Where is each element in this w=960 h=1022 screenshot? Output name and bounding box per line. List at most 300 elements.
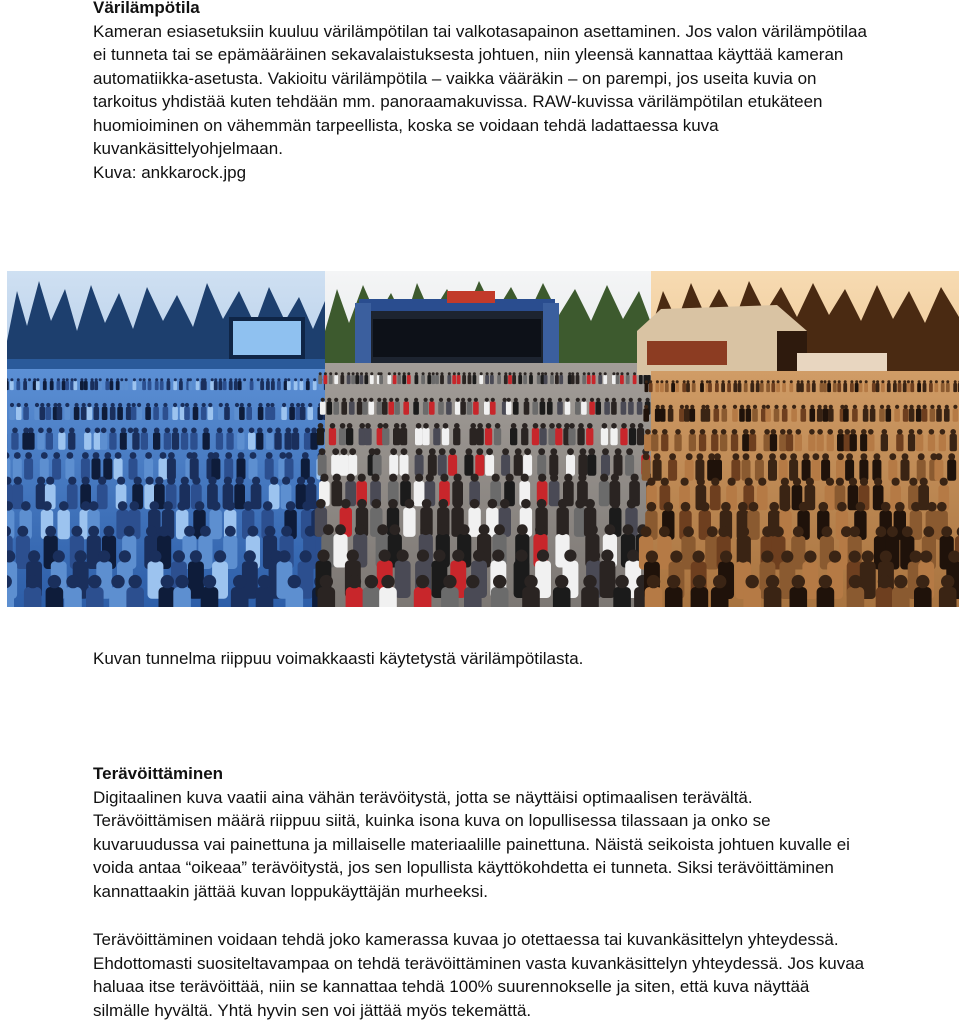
crowd-person-head	[284, 378, 287, 381]
crowd-person-head	[466, 448, 473, 455]
crowd-person	[722, 409, 728, 422]
crowd-person	[428, 455, 437, 476]
crowd-person	[460, 402, 466, 415]
crowd-person-head	[647, 478, 655, 486]
crowd-person-head	[457, 372, 460, 375]
crowd-person-head	[369, 398, 373, 402]
crowd-person	[752, 409, 758, 422]
crowd-person	[234, 407, 240, 420]
crowd-person-head	[745, 478, 753, 486]
crowd-person-head	[590, 398, 594, 402]
crowd-person-head	[941, 575, 954, 588]
crowd-person-head	[155, 378, 158, 381]
crowd-person	[821, 460, 830, 481]
crowd-person-head	[630, 423, 636, 429]
crowd-person-head	[14, 477, 22, 485]
crowd-person-head	[335, 372, 338, 375]
crowd-person-head	[690, 429, 696, 435]
crowd-person	[163, 407, 169, 420]
crowd-person	[277, 381, 281, 390]
crowd-person-head	[192, 477, 200, 485]
crowd-person-head	[234, 378, 237, 381]
crowd-person-head	[405, 499, 415, 509]
crowd-person-head	[459, 524, 470, 535]
crowd-person	[513, 402, 519, 415]
crowd-person	[274, 433, 281, 450]
crowd-person-head	[656, 380, 659, 383]
crowd-person-head	[404, 398, 408, 402]
crowd-person	[400, 428, 407, 445]
crowd-person	[427, 375, 431, 384]
crowd-person-head	[193, 403, 197, 407]
crowd-person-head	[389, 398, 393, 402]
crowd-person-head	[441, 372, 444, 375]
crowd-person-head	[416, 423, 422, 429]
crowd-person	[160, 381, 164, 390]
crowd-person-head	[669, 405, 673, 409]
crowd-person-head	[401, 448, 408, 455]
crowd-person	[265, 458, 274, 479]
paragraph	[93, 20, 943, 185]
crowd-person	[333, 534, 347, 568]
crowd-person-head	[929, 380, 932, 383]
crowd-person-head	[535, 524, 546, 535]
crowd-person	[917, 460, 926, 481]
crowd-person-head	[804, 551, 816, 563]
crowd-person	[578, 455, 587, 476]
crowd-person-head	[945, 405, 949, 409]
crowd-person	[916, 409, 922, 422]
crowd-person	[936, 409, 942, 422]
crowd-person	[690, 409, 696, 422]
crowd-person-head	[515, 448, 522, 455]
crowd-person-head	[829, 405, 833, 409]
crowd-person-head	[95, 428, 101, 434]
crowd-person-head	[24, 403, 28, 407]
crowd-person-head	[196, 378, 199, 381]
crowd-person-head	[119, 550, 131, 562]
crowd-person-head	[828, 380, 831, 383]
crowd-person	[537, 455, 546, 476]
crowd-person-head	[783, 380, 786, 383]
crowd-person	[867, 434, 874, 451]
crowd-person	[510, 428, 517, 445]
crowd-person-head	[355, 524, 366, 535]
crowd-person-head	[327, 398, 331, 402]
crowd-person-head	[647, 575, 660, 588]
crowd-person-head	[146, 526, 157, 537]
crowd-person	[138, 381, 142, 390]
crowd-person	[144, 458, 153, 479]
paragraph	[93, 786, 943, 904]
crowd-person	[660, 383, 664, 392]
crowd-person	[441, 587, 459, 607]
crowd-person	[843, 383, 847, 392]
crowd-person-head	[781, 551, 793, 563]
crowd-person	[218, 407, 224, 420]
crowd-person	[331, 481, 342, 506]
crowd-person-head	[558, 398, 562, 402]
crowd-person-head	[929, 429, 935, 435]
crowd-person-head	[277, 378, 280, 381]
crowd-person-head	[87, 403, 91, 407]
crowd-person-head	[549, 423, 555, 429]
crowd-person	[238, 381, 242, 390]
crowd-person-head	[946, 380, 949, 383]
crowd-person-head	[470, 423, 476, 429]
crowd-person-head	[631, 474, 639, 482]
crowd-person-head	[838, 429, 844, 435]
crowd-person-head	[66, 378, 69, 381]
text-line: kuvankäsittelyohjelmaan.	[93, 137, 943, 161]
crowd-person-head	[576, 372, 579, 375]
crowd-person	[57, 381, 61, 390]
crowd-person-head	[626, 448, 633, 455]
crowd-person-head	[426, 474, 434, 482]
crowd-person-head	[521, 474, 529, 482]
crowd-person	[626, 375, 630, 384]
crowd-person-head	[110, 378, 113, 381]
crowd-person-head	[134, 477, 142, 485]
crowd-person-head	[360, 372, 363, 375]
crowd-person	[958, 383, 959, 392]
crowd-person-head	[238, 428, 244, 434]
crowd-person	[172, 407, 178, 420]
crowd-person-head	[117, 477, 125, 485]
crowd-person	[953, 383, 957, 392]
crowd-person-head	[223, 378, 226, 381]
crowd-person	[256, 587, 274, 607]
crowd-person-head	[43, 378, 46, 381]
crowd-person-head	[36, 378, 39, 381]
crowd-person	[620, 428, 627, 445]
crowd-person	[733, 383, 737, 392]
crowd-person-head	[544, 372, 547, 375]
crowd-person-head	[477, 423, 483, 429]
crowd-person	[870, 409, 876, 422]
crowd-person	[941, 383, 945, 392]
crowd-person-head	[558, 499, 568, 509]
crowd-person-head	[424, 398, 428, 402]
crowd-person-head	[753, 405, 757, 409]
crowd-person-head	[540, 398, 544, 402]
crowd-person	[506, 402, 512, 415]
crowd-person	[84, 381, 88, 390]
crowd-person-head	[416, 575, 429, 588]
crowd-person	[944, 409, 950, 422]
crowd-person	[477, 428, 484, 445]
crowd-person-head	[270, 477, 278, 485]
crowd-person-head	[238, 452, 245, 459]
crowd-person	[544, 375, 548, 384]
crowd-person-head	[738, 526, 749, 537]
crowd-person	[485, 428, 492, 445]
crowd-person-head	[149, 550, 161, 562]
crowd-person	[377, 402, 383, 415]
crowd-person	[40, 407, 46, 420]
crowd-person-head	[130, 501, 140, 511]
crowd-person-head	[537, 550, 549, 562]
crowd-person-head	[611, 499, 621, 509]
crowd-person-head	[551, 372, 554, 375]
crowd-person-head	[792, 575, 805, 588]
crowd-person-head	[567, 448, 574, 455]
crowd-person	[679, 409, 685, 422]
crowd-person-head	[378, 423, 384, 429]
crowd-person-head	[365, 423, 371, 429]
crowd-person-head	[578, 423, 584, 429]
crowd-person-head	[311, 428, 317, 434]
crowd-person	[616, 375, 620, 384]
paragraph	[93, 928, 943, 1022]
crowd-person-head	[833, 380, 836, 383]
crowd-person-head	[341, 448, 348, 455]
crowd-person-head	[168, 452, 175, 459]
crowd-person-head	[587, 524, 598, 535]
crowd-person	[129, 458, 138, 479]
crowd-person-head	[28, 428, 34, 434]
crowd-person-head	[463, 372, 466, 375]
crowd-person-head	[940, 429, 946, 435]
crowd-person-head	[45, 526, 56, 537]
crowd-person	[393, 428, 400, 445]
crowd-person	[549, 455, 558, 476]
crowd-person-head	[583, 575, 596, 588]
crowd-person-head	[887, 526, 898, 537]
crowd-person-head	[26, 575, 39, 588]
crowd-person-head	[743, 429, 749, 435]
crowd-person-head	[882, 429, 888, 435]
crowd-person-head	[28, 550, 40, 562]
crowd-person-head	[82, 452, 89, 459]
crowd-person	[655, 383, 659, 392]
crowd-person-head	[538, 448, 545, 455]
crowd-person	[744, 383, 748, 392]
crowd-person-head	[907, 380, 910, 383]
crowd-person	[876, 383, 880, 392]
crowd-person-head	[356, 372, 359, 375]
crowd-person-head	[72, 526, 83, 537]
crowd-person	[231, 587, 249, 607]
crowd-person-head	[208, 477, 216, 485]
crowd-person	[184, 407, 190, 420]
crowd-person-head	[849, 551, 861, 563]
crowd-person-head	[67, 452, 74, 459]
crowd-person-head	[82, 403, 86, 407]
crowd-person-head	[721, 502, 731, 512]
crowd-person-head	[146, 477, 154, 485]
crowd-person-head	[580, 448, 587, 455]
section-sharpening	[93, 762, 943, 903]
crowd-person-head	[809, 429, 815, 435]
crowd-person-head	[286, 501, 296, 511]
crowd-person-head	[173, 403, 177, 407]
crowd-person-head	[342, 398, 346, 402]
crowd-person	[7, 587, 14, 607]
crowd-person-head	[88, 575, 101, 588]
crowd-person-head	[305, 526, 316, 537]
crowd-person-head	[862, 551, 874, 563]
crowd-person-head	[48, 575, 61, 588]
crowd-person	[346, 587, 364, 607]
crowd-person-head	[324, 372, 327, 375]
crowd-person-head	[524, 372, 527, 375]
crowd-person-head	[219, 403, 223, 407]
crowd-person-head	[781, 478, 789, 486]
text-line: ei tunneta tai se epämääräinen sekavalaistuksesta johtuen, niin yleensä kannattaa käyttää kameran	[93, 43, 943, 67]
crowd-person	[167, 458, 176, 479]
crowd-person	[770, 434, 777, 451]
crowd-person-head	[17, 378, 20, 381]
crowd-person-head	[348, 575, 361, 588]
crowd-person	[523, 455, 532, 476]
crowd-person	[559, 375, 563, 384]
crowd-person-head	[243, 378, 246, 381]
crowd-person-head	[576, 398, 580, 402]
crowd-person-head	[874, 453, 881, 460]
crowd-person-head	[476, 448, 483, 455]
crowd-person-head	[881, 502, 891, 512]
crowd-person-head	[766, 405, 770, 409]
crowd-person	[132, 433, 139, 450]
crowd-person	[810, 409, 816, 422]
crowd-person-head	[370, 372, 373, 375]
text-line: haluaa itse terävöittää, niin se kannattaa tehdä 100% suurennokselle ja siten, että kuva näyttää	[93, 975, 943, 999]
crowd-person	[742, 434, 749, 451]
crowd-person-head	[659, 526, 670, 537]
crowd-person	[485, 455, 494, 476]
crowd-person-head	[103, 403, 107, 407]
crowd-person	[382, 428, 389, 445]
crowd-person	[203, 381, 207, 390]
crowd-person	[629, 428, 636, 445]
crowd-person-head	[904, 405, 908, 409]
crowd-person	[379, 375, 383, 384]
crowd-person	[57, 407, 63, 420]
crowd-person	[334, 375, 338, 384]
crowd-person-head	[826, 478, 834, 486]
crowd-person	[859, 383, 863, 392]
crowd-person	[421, 375, 425, 384]
crowd-person	[40, 458, 49, 479]
crowd-person-head	[720, 551, 732, 563]
crowd-person-head	[12, 428, 18, 434]
crowd-person-head	[377, 398, 381, 402]
crowd-person-head	[173, 428, 179, 434]
crowd-person-head	[116, 378, 119, 381]
crowd-person	[109, 587, 127, 607]
crowd-person	[394, 402, 400, 415]
crowd-person-head	[377, 524, 388, 535]
crowd-person	[46, 433, 53, 450]
crowd-person	[916, 434, 923, 451]
crowd-person-head	[701, 380, 704, 383]
crowd-person-head	[154, 403, 158, 407]
crowd-person	[286, 587, 304, 607]
crowd-person	[370, 375, 374, 384]
crowd-person-head	[390, 448, 397, 455]
crowd-person-head	[700, 429, 706, 435]
crowd-person-head	[633, 372, 636, 375]
crowd-person-head	[495, 423, 501, 429]
crowd-person	[102, 407, 108, 420]
crowd-person-head	[555, 372, 558, 375]
crowd-person-head	[203, 378, 206, 381]
crowd-person-head	[895, 405, 899, 409]
crowd-person	[219, 381, 223, 390]
crowd-person	[324, 375, 328, 384]
crowd-person	[548, 428, 555, 445]
crowd-person-head	[453, 372, 456, 375]
crowd-person-head	[930, 405, 934, 409]
crowd-person-head	[333, 474, 341, 482]
crowd-person-head	[250, 452, 257, 459]
crowd-person-head	[261, 378, 264, 381]
crowd-person-head	[565, 398, 569, 402]
crowd-person-head	[892, 478, 900, 486]
crowd-person	[10, 381, 14, 390]
crowd-person-head	[211, 501, 221, 511]
crowd-person-head	[898, 380, 901, 383]
crowd-person	[836, 460, 845, 481]
crowd-person	[914, 587, 932, 607]
crowd-person-head	[746, 575, 759, 588]
crowd-person	[360, 375, 364, 384]
crowd-person-head	[271, 378, 274, 381]
crowd-person-head	[257, 428, 263, 434]
crowd-person	[7, 458, 11, 479]
crowd-person-head	[225, 452, 232, 459]
crowd-person-head	[829, 551, 841, 563]
crowd-person-head	[10, 403, 14, 407]
crowd-person	[117, 407, 123, 420]
crowd-person-head	[389, 524, 400, 535]
crowd-person-head	[837, 453, 844, 460]
crowd-person-head	[506, 474, 514, 482]
crowd-person-head	[454, 474, 462, 482]
crowd-person-head	[307, 477, 315, 485]
crowd-person-head	[191, 428, 197, 434]
crowd-person-head	[697, 453, 704, 460]
crowd-person-head	[240, 403, 244, 407]
crowd-person-head	[822, 453, 829, 460]
crowd-person-head	[69, 428, 75, 434]
crowd-person	[116, 381, 120, 390]
crowd-person	[581, 402, 587, 415]
crowd-person	[917, 383, 921, 392]
crowd-person-head	[111, 403, 115, 407]
crowd-person-head	[195, 501, 205, 511]
crowd-person-head	[855, 380, 858, 383]
crowd-person-head	[954, 380, 957, 383]
crowd-person-head	[305, 428, 311, 434]
crowd-person-head	[787, 429, 793, 435]
crowd-person-head	[693, 575, 706, 588]
crowd-person	[743, 587, 761, 607]
crowd-person-head	[115, 452, 122, 459]
text-line: Kameran esiasetuksiin kuuluu värilämpötilan tai valkotasapainon asettaminen. Jos valon värilämpötilaa	[93, 20, 943, 44]
crowd-person-head	[300, 550, 312, 562]
crowd-person	[114, 458, 123, 479]
crowd-person-head	[670, 551, 682, 563]
crowd-person-head	[110, 428, 116, 434]
crowd-person-head	[434, 423, 440, 429]
crowd-person-head	[612, 372, 615, 375]
crowd-person-head	[17, 403, 21, 407]
crowd-person	[860, 434, 867, 451]
crowd-person	[100, 433, 107, 450]
crowd-person	[710, 485, 721, 510]
